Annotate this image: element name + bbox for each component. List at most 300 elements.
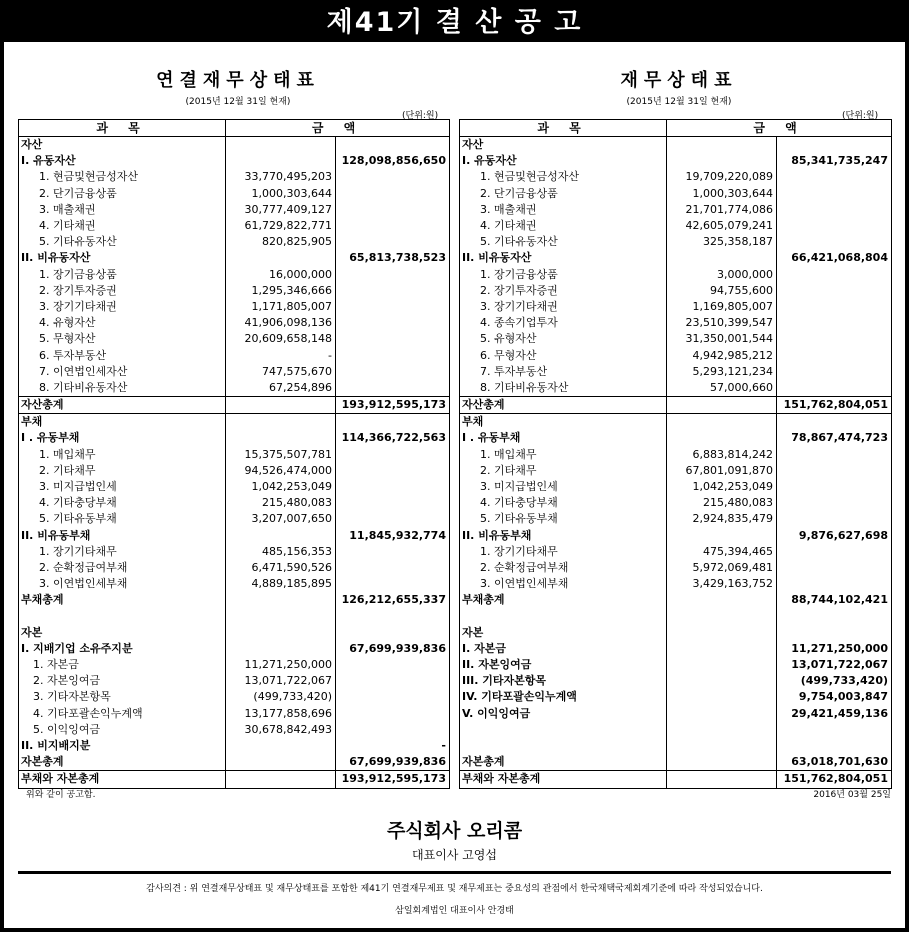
account-label-cell: 7. 투자부동산	[460, 364, 667, 380]
subtotal-cell: 13,071,722,067	[777, 657, 892, 673]
table-row	[460, 673, 892, 689]
amount-cell	[226, 608, 336, 624]
account-label-cell: 자산총계	[460, 397, 667, 414]
auditor-signature: 삼일회계법인 대표이사 안경태	[395, 906, 514, 916]
table-row	[460, 625, 892, 641]
amount-cell	[226, 397, 336, 414]
amount-cell	[667, 625, 777, 641]
subtotal-cell	[777, 738, 892, 754]
table-row	[19, 283, 450, 299]
table-row	[460, 347, 892, 363]
amount-cell: (499,733,420)	[226, 689, 336, 705]
subtotal-cell	[336, 689, 450, 705]
table-row	[460, 576, 892, 592]
subtotal-cell	[336, 544, 450, 560]
amount-cell: 1,042,253,049	[667, 479, 777, 495]
amount-cell: 4,889,185,895	[226, 576, 336, 592]
amount-cell: 23,510,399,547	[667, 315, 777, 331]
amount-cell	[226, 771, 336, 788]
account-label-cell: II. 비유동부채	[460, 528, 667, 544]
subtotal-cell	[336, 267, 450, 283]
amount-cell: 33,770,495,203	[226, 169, 336, 185]
account-label-cell: 2. 단기금융상품	[460, 186, 667, 202]
subtotal-cell: 66,421,068,804	[777, 250, 892, 266]
separate-balance-sheet-table	[459, 119, 892, 789]
table-row	[460, 283, 892, 299]
subtotal-cell	[777, 218, 892, 234]
account-label-cell: 1. 자본금	[19, 657, 226, 673]
table-row	[19, 608, 450, 624]
account-label-cell: I . 유동부채	[460, 430, 667, 446]
amount-cell: 485,156,353	[226, 544, 336, 560]
table-row	[460, 430, 892, 446]
table-row	[19, 560, 450, 576]
table-row	[19, 511, 450, 527]
subtotal-cell	[777, 447, 892, 463]
amount-cell: 475,394,465	[667, 544, 777, 560]
subtotal-cell	[336, 706, 450, 722]
account-label-cell: 5. 기타유동부채	[19, 511, 226, 527]
subtotal-cell	[336, 186, 450, 202]
account-label-cell: 1. 장기금융상품	[460, 267, 667, 283]
amount-cell	[226, 641, 336, 657]
table-row	[460, 592, 892, 608]
amount-cell: 325,358,187	[667, 234, 777, 250]
consolidated-unit-label: (단위:원)	[402, 111, 439, 121]
subtotal-cell	[777, 299, 892, 315]
table-row	[19, 250, 450, 266]
account-label-cell: 4. 기타포괄손익누계액	[19, 706, 226, 722]
account-label-cell: I. 유동자산	[460, 153, 667, 169]
account-label-cell: 4. 기타채권	[460, 218, 667, 234]
account-label-cell: 6. 무형자산	[460, 347, 667, 363]
account-label-cell: 2. 자본잉여금	[19, 673, 226, 689]
amount-cell: 2,924,835,479	[667, 511, 777, 527]
subtotal-cell: 88,744,102,421	[777, 592, 892, 608]
table-row	[19, 364, 450, 380]
column-header-amount: 금 액	[226, 120, 450, 137]
account-label-cell: 4. 종속기업투자	[460, 315, 667, 331]
table-row	[460, 299, 892, 315]
table-row	[460, 315, 892, 331]
amount-cell: 1,295,346,666	[226, 283, 336, 299]
subtotal-cell: 128,098,856,650	[336, 153, 450, 169]
subtotal-cell	[777, 560, 892, 576]
notice-statement: 위와 같이 공고함.	[26, 790, 96, 800]
amount-cell	[667, 397, 777, 414]
amount-cell	[667, 673, 777, 689]
subtotal-cell	[336, 347, 450, 363]
account-label-cell	[460, 608, 667, 624]
account-label-cell: 4. 기타충당부채	[460, 495, 667, 511]
subtotal-cell	[336, 560, 450, 576]
table-row	[19, 169, 450, 185]
consolidated-statement-title: 연결재무상태표	[156, 70, 320, 91]
subtotal-cell	[336, 657, 450, 673]
table-row	[19, 495, 450, 511]
amount-cell: 67,801,091,870	[667, 463, 777, 479]
account-label-cell: 3. 이연법인세부채	[460, 576, 667, 592]
subtotal-cell: 11,845,932,774	[336, 528, 450, 544]
account-label-cell: II. 비유동자산	[19, 250, 226, 266]
account-label-cell: 자본	[19, 625, 226, 641]
table-row	[460, 689, 892, 705]
table-row	[19, 657, 450, 673]
account-label-cell: 8. 기타비유동자산	[19, 380, 226, 397]
subtotal-cell	[336, 331, 450, 347]
amount-cell: 5,972,069,481	[667, 560, 777, 576]
account-label-cell: 3. 이연법인세부채	[19, 576, 226, 592]
subtotal-cell: 11,271,250,000	[777, 641, 892, 657]
amount-cell: 215,480,083	[667, 495, 777, 511]
account-label-cell: 부채	[19, 414, 226, 431]
table-row	[460, 511, 892, 527]
account-label-cell	[19, 608, 226, 624]
account-label-cell: I. 지배기업 소유주지분	[19, 641, 226, 657]
subtotal-cell: 151,762,804,051	[777, 771, 892, 788]
amount-cell: 5,293,121,234	[667, 364, 777, 380]
separate-statement-date: (2015년 12월 31일 현재)	[626, 97, 732, 107]
subtotal-cell	[336, 479, 450, 495]
subtotal-cell	[777, 414, 892, 431]
subtotal-cell	[336, 202, 450, 218]
audit-opinion: 감사의견 : 위 연결재무상태표 및 재무상태표를 포함한 제41기 연결재무제표 및 재무제표는 중요성의 관점에서 한국채택국제회계기준에 따라 작성되었습니다.	[146, 884, 763, 894]
amount-cell	[667, 722, 777, 738]
ceo-name: 대표이사 고영섭	[412, 848, 497, 862]
amount-cell	[226, 738, 336, 754]
table-row	[460, 560, 892, 576]
amount-cell	[667, 738, 777, 754]
table-row	[460, 706, 892, 722]
account-label-cell: 1. 현금및현금성자산	[460, 169, 667, 185]
table-row	[19, 299, 450, 315]
account-label-cell: I . 유동부채	[19, 430, 226, 446]
table-row	[460, 202, 892, 218]
table-row	[460, 479, 892, 495]
table-row	[19, 137, 450, 154]
table-row	[460, 641, 892, 657]
amount-cell	[226, 153, 336, 169]
amount-cell: -	[226, 347, 336, 363]
amount-cell	[667, 608, 777, 624]
account-label-cell: 1. 매입채무	[460, 447, 667, 463]
account-label-cell	[460, 722, 667, 738]
subtotal-cell	[336, 218, 450, 234]
table-row	[19, 347, 450, 363]
amount-cell: 1,000,303,644	[226, 186, 336, 202]
amount-cell: 30,777,409,127	[226, 202, 336, 218]
account-label-cell: 3. 매출채권	[460, 202, 667, 218]
amount-cell	[667, 706, 777, 722]
account-label-cell: 1. 매입채무	[19, 447, 226, 463]
table-row	[460, 447, 892, 463]
subtotal-cell	[777, 722, 892, 738]
amount-cell	[226, 430, 336, 446]
table-row	[19, 234, 450, 250]
table-header-row	[19, 120, 450, 137]
account-label-cell: 부채와 자본총계	[460, 771, 667, 788]
table-row	[460, 380, 892, 397]
subtotal-cell	[336, 576, 450, 592]
table-row	[460, 267, 892, 283]
amount-cell	[667, 641, 777, 657]
amount-cell	[667, 528, 777, 544]
table-row	[19, 528, 450, 544]
account-label-cell: 8. 기타비유동자산	[460, 380, 667, 397]
account-label-cell: 3. 장기기타채권	[460, 299, 667, 315]
account-label-cell: 자산총계	[19, 397, 226, 414]
consolidated-balance-sheet-table	[18, 119, 450, 789]
subtotal-cell: 114,366,722,563	[336, 430, 450, 446]
account-label-cell: 1. 장기기타채무	[19, 544, 226, 560]
subtotal-cell	[777, 169, 892, 185]
amount-cell: 13,177,858,696	[226, 706, 336, 722]
table-row	[19, 430, 450, 446]
account-label-cell: IV. 기타포괄손익누계액	[460, 689, 667, 705]
table-row	[460, 738, 892, 754]
amount-cell	[667, 414, 777, 431]
table-row	[19, 754, 450, 771]
subtotal-cell: 151,762,804,051	[777, 397, 892, 414]
table-row	[19, 592, 450, 608]
table-row	[460, 754, 892, 771]
account-label-cell: 4. 기타채권	[19, 218, 226, 234]
subtotal-cell	[777, 331, 892, 347]
account-label-cell: 3. 장기기타채권	[19, 299, 226, 315]
account-label-cell: 2. 기타채무	[460, 463, 667, 479]
table-row	[19, 576, 450, 592]
subtotal-cell	[777, 137, 892, 154]
amount-cell: 1,042,253,049	[226, 479, 336, 495]
subtotal-cell	[777, 625, 892, 641]
amount-cell: 31,350,001,544	[667, 331, 777, 347]
amount-cell: 1,171,805,007	[226, 299, 336, 315]
amount-cell	[667, 153, 777, 169]
account-label-cell: 5. 기타유동자산	[460, 234, 667, 250]
subtotal-cell	[336, 234, 450, 250]
amount-cell: 16,000,000	[226, 267, 336, 283]
amount-cell: 61,729,822,771	[226, 218, 336, 234]
amount-cell	[226, 137, 336, 154]
table-row	[460, 463, 892, 479]
amount-cell: 13,071,722,067	[226, 673, 336, 689]
subtotal-cell: 67,699,939,836	[336, 754, 450, 771]
account-label-cell: 5. 이익잉여금	[19, 722, 226, 738]
amount-cell: 30,678,842,493	[226, 722, 336, 738]
subtotal-cell	[777, 315, 892, 331]
account-label-cell: 부채총계	[460, 592, 667, 608]
table-row	[460, 364, 892, 380]
table-row	[19, 267, 450, 283]
subtotal-cell	[777, 479, 892, 495]
amount-cell	[667, 430, 777, 446]
company-name: 주식회사 오리콤	[386, 820, 523, 842]
subtotal-cell: 126,212,655,337	[336, 592, 450, 608]
subtotal-cell	[777, 267, 892, 283]
account-label-cell: 5. 기타유동자산	[19, 234, 226, 250]
account-label-cell: 부채	[460, 414, 667, 431]
subtotal-cell: -	[336, 738, 450, 754]
account-label-cell: 자산	[460, 137, 667, 154]
table-row	[460, 186, 892, 202]
account-label-cell: 부채총계	[19, 592, 226, 608]
subtotal-cell	[336, 447, 450, 463]
subtotal-cell: 63,018,701,630	[777, 754, 892, 771]
amount-cell	[226, 754, 336, 771]
account-label-cell: 1. 현금및현금성자산	[19, 169, 226, 185]
table-row	[460, 608, 892, 624]
table-header-row	[460, 120, 892, 137]
table-row	[19, 479, 450, 495]
subtotal-cell	[336, 414, 450, 431]
amount-cell: 94,755,600	[667, 283, 777, 299]
table-row	[460, 137, 892, 154]
account-label-cell: 자본총계	[460, 754, 667, 771]
table-row	[19, 186, 450, 202]
amount-cell	[667, 592, 777, 608]
table-row	[19, 463, 450, 479]
table-row	[19, 218, 450, 234]
subtotal-cell	[777, 463, 892, 479]
table-row	[460, 771, 892, 788]
subtotal-cell	[336, 495, 450, 511]
account-label-cell	[460, 738, 667, 754]
subtotal-cell: 29,421,459,136	[777, 706, 892, 722]
account-label-cell: I. 자본금	[460, 641, 667, 657]
amount-cell: 20,609,658,148	[226, 331, 336, 347]
amount-cell	[226, 625, 336, 641]
amount-cell: 1,000,303,644	[667, 186, 777, 202]
table-row	[19, 331, 450, 347]
table-row	[19, 153, 450, 169]
subtotal-cell	[777, 495, 892, 511]
account-label-cell: V. 이익잉여금	[460, 706, 667, 722]
amount-cell	[667, 689, 777, 705]
subtotal-cell	[777, 234, 892, 250]
subtotal-cell	[336, 511, 450, 527]
amount-cell: 820,825,905	[226, 234, 336, 250]
table-row	[19, 315, 450, 331]
amount-cell: 215,480,083	[226, 495, 336, 511]
table-row	[460, 169, 892, 185]
subtotal-cell	[777, 347, 892, 363]
subtotal-cell: 9,876,627,698	[777, 528, 892, 544]
subtotal-cell	[336, 625, 450, 641]
notice-banner-title: 제41기 결 산 공 고	[4, 4, 905, 42]
amount-cell	[226, 592, 336, 608]
table-row	[19, 641, 450, 657]
account-label-cell: 자본	[460, 625, 667, 641]
subtotal-cell	[336, 608, 450, 624]
table-row	[19, 625, 450, 641]
subtotal-cell	[777, 364, 892, 380]
amount-cell: 6,471,590,526	[226, 560, 336, 576]
account-label-cell: 4. 유형자산	[19, 315, 226, 331]
account-label-cell: 자본총계	[19, 754, 226, 771]
subtotal-cell	[336, 463, 450, 479]
subtotal-cell	[336, 169, 450, 185]
table-row	[19, 397, 450, 414]
account-label-cell: 7. 이연법인세자산	[19, 364, 226, 380]
account-label-cell: 2. 단기금융상품	[19, 186, 226, 202]
account-label-cell: 5. 유형자산	[460, 331, 667, 347]
subtotal-cell	[777, 576, 892, 592]
column-header-account: 과 목	[460, 120, 667, 137]
subtotal-cell: (499,733,420)	[777, 673, 892, 689]
table-row	[460, 414, 892, 431]
subtotal-cell: 193,912,595,173	[336, 397, 450, 414]
account-label-cell: 3. 미지급법인세	[19, 479, 226, 495]
table-row	[460, 234, 892, 250]
consolidated-statement-date: (2015년 12월 31일 현재)	[185, 97, 291, 107]
subtotal-cell	[336, 299, 450, 315]
amount-cell: 1,169,805,007	[667, 299, 777, 315]
separate-statement-title: 재무상태표	[620, 70, 738, 91]
amount-cell: 3,207,007,650	[226, 511, 336, 527]
table-row	[19, 722, 450, 738]
amount-cell	[667, 754, 777, 771]
account-label-cell: 4. 기타충당부채	[19, 495, 226, 511]
subtotal-cell	[336, 283, 450, 299]
table-row	[460, 495, 892, 511]
amount-cell: 3,429,163,752	[667, 576, 777, 592]
amount-cell: 3,000,000	[667, 267, 777, 283]
subtotal-cell	[336, 722, 450, 738]
subtotal-cell	[777, 283, 892, 299]
amount-cell	[226, 528, 336, 544]
table-row	[460, 153, 892, 169]
column-header-amount: 금 액	[667, 120, 892, 137]
subtotal-cell	[336, 380, 450, 397]
table-row	[19, 380, 450, 397]
table-row	[19, 414, 450, 431]
amount-cell	[667, 657, 777, 673]
amount-cell: 67,254,896	[226, 380, 336, 397]
amount-cell	[226, 414, 336, 431]
subtotal-cell	[777, 544, 892, 560]
amount-cell	[667, 137, 777, 154]
subtotal-cell	[336, 364, 450, 380]
account-label-cell: 5. 무형자산	[19, 331, 226, 347]
account-label-cell: II. 비유동자산	[460, 250, 667, 266]
subtotal-cell: 85,341,735,247	[777, 153, 892, 169]
account-label-cell: 2. 순확정급여부채	[19, 560, 226, 576]
amount-cell: 19,709,220,089	[667, 169, 777, 185]
account-label-cell: 부채와 자본총계	[19, 771, 226, 788]
subtotal-cell	[777, 608, 892, 624]
table-row	[19, 706, 450, 722]
table-row	[19, 738, 450, 754]
notice-date: 2016년 03월 25일	[813, 790, 891, 800]
account-label-cell: 3. 기타자본항목	[19, 689, 226, 705]
table-row	[460, 544, 892, 560]
account-label-cell: 자산	[19, 137, 226, 154]
account-label-cell: 3. 미지급법인세	[460, 479, 667, 495]
table-row	[19, 689, 450, 705]
account-label-cell: II. 비지배지분	[19, 738, 226, 754]
subtotal-cell	[777, 202, 892, 218]
table-row	[460, 218, 892, 234]
table-row	[460, 528, 892, 544]
account-label-cell: II. 자본잉여금	[460, 657, 667, 673]
account-label-cell: 1. 장기금융상품	[19, 267, 226, 283]
amount-cell: 6,883,814,242	[667, 447, 777, 463]
amount-cell: 21,701,774,086	[667, 202, 777, 218]
subtotal-cell: 193,912,595,173	[336, 771, 450, 788]
account-label-cell: III. 기타자본항목	[460, 673, 667, 689]
table-row	[19, 202, 450, 218]
account-label-cell: II. 비유동부채	[19, 528, 226, 544]
